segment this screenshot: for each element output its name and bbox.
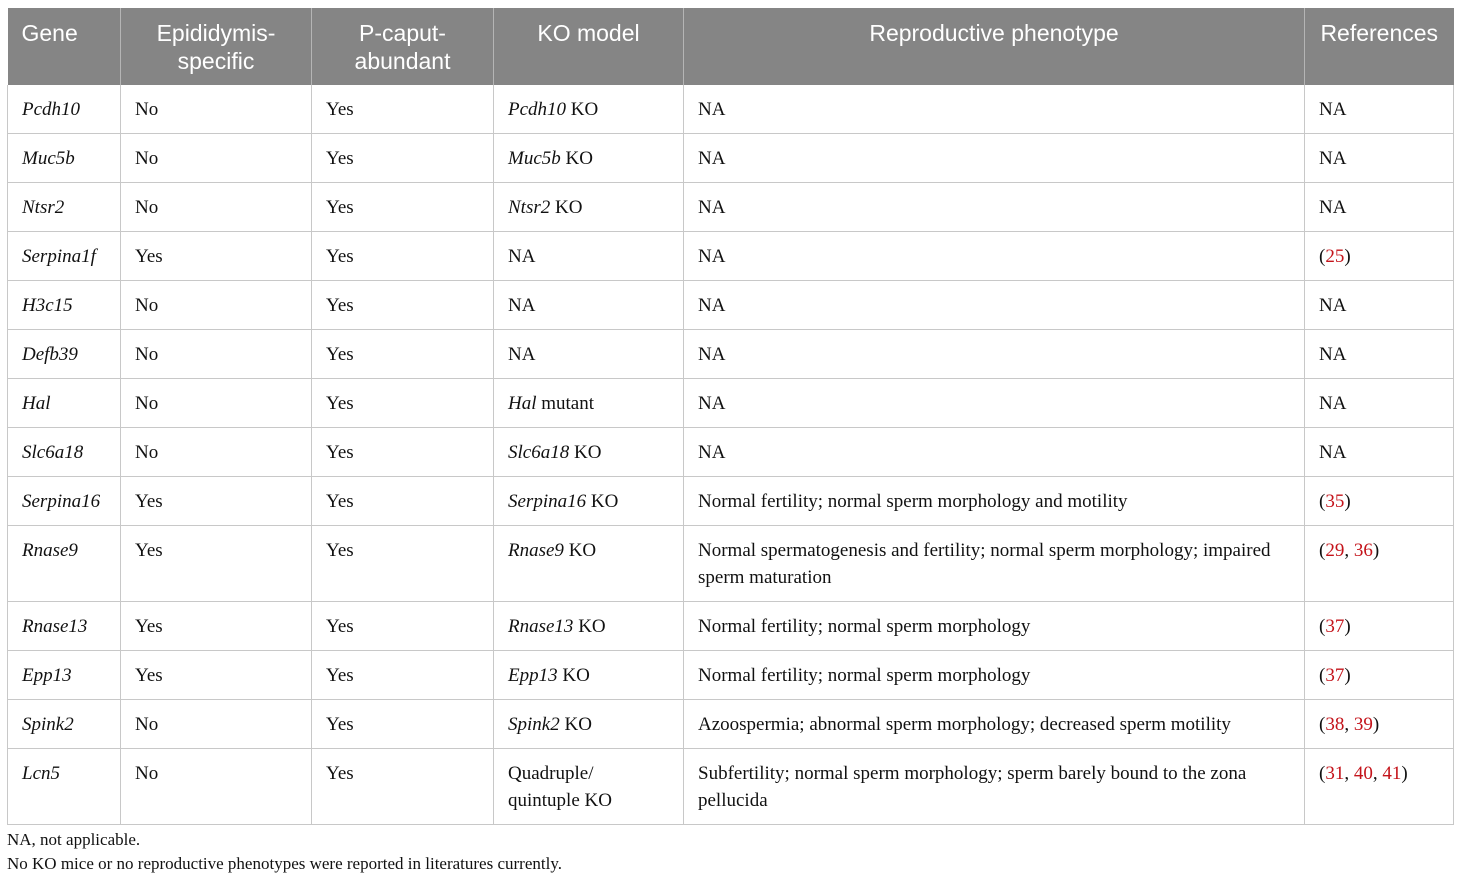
- epididymis-specific-value: Yes: [135, 540, 163, 561]
- references-text: NA: [1319, 99, 1347, 120]
- references-close-paren: ): [1372, 540, 1380, 561]
- gene-name: Pcdh10: [22, 99, 81, 120]
- ko-model-cell: [494, 749, 684, 825]
- ko-model-gene: Spink2: [508, 714, 560, 735]
- gene-name: Lcn5: [22, 763, 60, 784]
- references-cell: [1305, 477, 1454, 526]
- p-caput-abundant-cell: [312, 183, 494, 232]
- table-row: [8, 134, 1454, 183]
- ko-model-gene: Epp13: [508, 665, 558, 686]
- epididymis-specific-value: No: [135, 763, 159, 784]
- epididymis-specific-cell: [121, 183, 312, 232]
- ko-model-cell: [494, 700, 684, 749]
- reference-link[interactable]: 29: [1325, 540, 1345, 561]
- p-caput-abundant-cell: [312, 749, 494, 825]
- references-cell: [1305, 85, 1454, 134]
- ko-model-gene: Muc5b: [508, 148, 561, 169]
- epididymis-specific-cell: [121, 330, 312, 379]
- references-cell: [1305, 232, 1454, 281]
- phenotype-cell: [684, 85, 1305, 134]
- gene-name: Ntsr2: [22, 197, 65, 218]
- reference-link[interactable]: 37: [1325, 616, 1345, 637]
- p-caput-abundant-value: Yes: [326, 616, 354, 637]
- reference-link[interactable]: 36: [1353, 540, 1373, 561]
- p-caput-abundant-cell: [312, 526, 494, 602]
- table-row: [8, 379, 1454, 428]
- gene-cell: [8, 134, 121, 183]
- table-row: [8, 232, 1454, 281]
- table-body: [8, 85, 1454, 825]
- epididymis-specific-cell: [121, 134, 312, 183]
- ko-model-suffix: KO: [563, 540, 597, 561]
- phenotype-cell: [684, 281, 1305, 330]
- epididymis-specific-cell: [121, 749, 312, 825]
- p-caput-abundant-cell: [312, 85, 494, 134]
- table-header: [8, 8, 1454, 85]
- phenotype-text: NA: [698, 344, 726, 365]
- p-caput-abundant-value: Yes: [326, 99, 354, 120]
- epididymis-specific-cell: [121, 700, 312, 749]
- table-row: [8, 526, 1454, 602]
- references-cell: [1305, 526, 1454, 602]
- phenotype-text: NA: [698, 442, 726, 463]
- ko-model-cell: [494, 651, 684, 700]
- epididymis-specific-value: No: [135, 148, 159, 169]
- table-row: [8, 85, 1454, 134]
- ko-model-suffix: NA: [508, 295, 536, 316]
- phenotype-text: Azoospermia; abnormal sperm morphology; decreased sperm motility: [698, 714, 1231, 735]
- phenotype-cell: [684, 379, 1305, 428]
- table-row: [8, 183, 1454, 232]
- gene-name: Epp13: [22, 665, 72, 686]
- phenotype-cell: [684, 183, 1305, 232]
- gene-name: Hal: [22, 393, 51, 414]
- references-text: NA: [1319, 344, 1347, 365]
- epididymis-specific-value: No: [135, 99, 159, 120]
- ko-model-suffix: Quadruple/ quintuple KO: [508, 763, 612, 811]
- gene-cell: [8, 749, 121, 825]
- p-caput-abundant-cell: [312, 602, 494, 651]
- reference-link[interactable]: 35: [1325, 491, 1345, 512]
- gene-name: H3c15: [22, 295, 73, 316]
- ko-model-suffix: KO: [550, 197, 583, 218]
- gene-name: Rnase13: [22, 616, 88, 637]
- phenotype-cell: [684, 749, 1305, 825]
- ko-model-gene: Pcdh10: [508, 99, 567, 120]
- references-close-paren: ): [1372, 714, 1380, 735]
- p-caput-abundant-cell: [312, 651, 494, 700]
- table-row: [8, 330, 1454, 379]
- p-caput-abundant-value: Yes: [326, 148, 354, 169]
- phenotype-cell: [684, 651, 1305, 700]
- ko-model-suffix: KO: [569, 442, 602, 463]
- epididymis-specific-cell: [121, 232, 312, 281]
- references-cell: [1305, 183, 1454, 232]
- reference-link[interactable]: 41: [1382, 763, 1402, 784]
- gene-name: Spink2: [22, 714, 74, 735]
- ko-model-suffix: KO: [559, 714, 592, 735]
- p-caput-abundant-value: Yes: [326, 491, 354, 512]
- phenotype-text: Normal spermatogenesis and fertility; normal sperm morphology; impaired sperm maturation: [698, 540, 1271, 588]
- phenotype-text: Normal fertility; normal sperm morphology: [698, 665, 1031, 686]
- references-close-paren: ): [1344, 665, 1351, 686]
- references-cell: [1305, 700, 1454, 749]
- phenotype-cell: [684, 700, 1305, 749]
- references-cell: [1305, 379, 1454, 428]
- reference-link[interactable]: 37: [1325, 665, 1345, 686]
- phenotype-cell: [684, 602, 1305, 651]
- gene-name: Defb39: [22, 344, 78, 365]
- epididymis-specific-value: Yes: [135, 246, 163, 267]
- p-caput-abundant-value: Yes: [326, 714, 354, 735]
- table-row: [8, 477, 1454, 526]
- ko-model-cell: [494, 526, 684, 602]
- references-cell: [1305, 602, 1454, 651]
- epididymis-specific-value: No: [135, 295, 159, 316]
- references-text: NA: [1319, 148, 1347, 169]
- ko-model-gene: Rnase13: [508, 616, 574, 637]
- phenotype-text: Subfertility; normal sperm morphology; sperm barely bound to the zona pellucida: [698, 763, 1247, 811]
- header-references: References: [1305, 8, 1454, 85]
- gene-name: Slc6a18: [22, 442, 84, 463]
- epididymis-specific-value: No: [135, 442, 159, 463]
- table-row: [8, 428, 1454, 477]
- ko-model-suffix: KO: [566, 99, 599, 120]
- references-open-paren: (: [1319, 540, 1326, 561]
- epididymis-specific-value: Yes: [135, 665, 163, 686]
- epididymis-specific-value: No: [135, 344, 159, 365]
- references-text: NA: [1319, 197, 1347, 218]
- ko-model-cell: [494, 379, 684, 428]
- gene-cell: [8, 232, 121, 281]
- gene-cell: [8, 602, 121, 651]
- ko-model-suffix: KO: [586, 491, 619, 512]
- epididymis-specific-value: Yes: [135, 616, 163, 637]
- footnote-na: NA, not applicable.: [7, 830, 141, 849]
- p-caput-abundant-cell: [312, 330, 494, 379]
- references-separator: ,: [1372, 763, 1383, 784]
- gene-cell: [8, 526, 121, 602]
- epididymis-specific-cell: [121, 651, 312, 700]
- references-separator: ,: [1344, 714, 1354, 735]
- ko-model-cell: [494, 85, 684, 134]
- ko-model-cell: [494, 281, 684, 330]
- references-close-paren: ): [1401, 763, 1408, 784]
- ko-model-suffix: NA: [508, 246, 536, 267]
- ko-model-cell: [494, 232, 684, 281]
- p-caput-abundant-cell: [312, 281, 494, 330]
- phenotype-text: NA: [698, 246, 726, 267]
- p-caput-abundant-cell: [312, 232, 494, 281]
- phenotype-cell: [684, 428, 1305, 477]
- gene-cell: [8, 700, 121, 749]
- ko-model-suffix: KO: [560, 148, 593, 169]
- header-gene: Gene: [8, 8, 121, 85]
- epididymis-specific-value: No: [135, 197, 159, 218]
- epididymis-specific-cell: [121, 428, 312, 477]
- gene-cell: [8, 281, 121, 330]
- p-caput-abundant-value: Yes: [326, 246, 354, 267]
- epididymis-specific-cell: [121, 85, 312, 134]
- header-p-caput-abundant: P-caput-abundant: [312, 8, 494, 85]
- references-cell: [1305, 330, 1454, 379]
- reference-link[interactable]: 25: [1325, 246, 1345, 267]
- gene-cell: [8, 183, 121, 232]
- ko-model-cell: [494, 602, 684, 651]
- reference-link[interactable]: 39: [1353, 714, 1373, 735]
- ko-model-gene: Serpina16: [508, 491, 587, 512]
- p-caput-abundant-cell: [312, 134, 494, 183]
- reference-link[interactable]: 31: [1325, 763, 1345, 784]
- table-row: [8, 602, 1454, 651]
- phenotype-text: NA: [698, 99, 726, 120]
- references-close-paren: ): [1344, 246, 1351, 267]
- p-caput-abundant-value: Yes: [326, 197, 354, 218]
- references-cell: [1305, 651, 1454, 700]
- ko-model-cell: [494, 330, 684, 379]
- header-epididymis-specific: Epididymis-specific: [121, 8, 312, 85]
- ko-model-suffix: NA: [508, 344, 536, 365]
- p-caput-abundant-value: Yes: [326, 393, 354, 414]
- phenotype-cell: [684, 330, 1305, 379]
- gene-name: Serpina16: [22, 491, 101, 512]
- gene-name: Serpina1f: [22, 246, 96, 267]
- gene-cell: [8, 477, 121, 526]
- ko-model-gene: Slc6a18: [508, 442, 570, 463]
- references-open-paren: (: [1319, 246, 1326, 267]
- p-caput-abundant-value: Yes: [326, 344, 354, 365]
- table-row: [8, 281, 1454, 330]
- ko-model-suffix: mutant: [536, 393, 595, 414]
- phenotype-cell: [684, 477, 1305, 526]
- table-row: [8, 651, 1454, 700]
- phenotype-text: NA: [698, 295, 726, 316]
- references-close-paren: ): [1344, 491, 1351, 512]
- ko-model-cell: [494, 134, 684, 183]
- gene-cell: [8, 85, 121, 134]
- header-ko-model: KO model: [494, 8, 684, 85]
- phenotype-text: Normal fertility; normal sperm morphology: [698, 616, 1031, 637]
- reference-link[interactable]: 38: [1325, 714, 1345, 735]
- references-open-paren: (: [1319, 665, 1326, 686]
- references-text: NA: [1319, 393, 1347, 414]
- gene-cell: [8, 428, 121, 477]
- table-footnotes: [7, 828, 562, 876]
- references-cell: [1305, 749, 1454, 825]
- ko-model-cell: [494, 428, 684, 477]
- references-open-paren: (: [1319, 616, 1326, 637]
- reference-link[interactable]: 40: [1353, 763, 1373, 784]
- p-caput-abundant-value: Yes: [326, 540, 354, 561]
- epididymis-specific-cell: [121, 281, 312, 330]
- references-open-paren: (: [1319, 763, 1326, 784]
- p-caput-abundant-value: Yes: [326, 442, 354, 463]
- references-open-paren: (: [1319, 714, 1326, 735]
- table-row: [8, 700, 1454, 749]
- header-reproductive-phenotype: Reproductive phenotype: [684, 8, 1305, 85]
- epididymis-specific-value: No: [135, 714, 159, 735]
- p-caput-abundant-cell: [312, 700, 494, 749]
- ko-model-cell: [494, 183, 684, 232]
- gene-cell: [8, 379, 121, 428]
- references-text: NA: [1319, 442, 1347, 463]
- references-close-paren: ): [1344, 616, 1351, 637]
- table-row: [8, 749, 1454, 825]
- epididymis-specific-value: No: [135, 393, 159, 414]
- phenotype-text: Normal fertility; normal sperm morphology and motility: [698, 491, 1128, 512]
- references-open-paren: (: [1319, 491, 1326, 512]
- epididymis-specific-cell: [121, 526, 312, 602]
- gene-cell: [8, 330, 121, 379]
- gene-cell: [8, 651, 121, 700]
- references-cell: [1305, 134, 1454, 183]
- epididymis-specific-cell: [121, 477, 312, 526]
- gene-table: [7, 8, 1454, 825]
- references-text: NA: [1319, 295, 1347, 316]
- phenotype-text: NA: [698, 197, 726, 218]
- gene-name: Muc5b: [22, 148, 75, 169]
- references-separator: ,: [1344, 763, 1354, 784]
- p-caput-abundant-value: Yes: [326, 665, 354, 686]
- references-cell: [1305, 428, 1454, 477]
- phenotype-cell: [684, 232, 1305, 281]
- ko-model-suffix: KO: [573, 616, 606, 637]
- phenotype-cell: [684, 134, 1305, 183]
- epididymis-specific-value: Yes: [135, 491, 163, 512]
- ko-model-cell: [494, 477, 684, 526]
- epididymis-specific-cell: [121, 602, 312, 651]
- phenotype-text: NA: [698, 393, 726, 414]
- footnote-ko: No KO mice or no reproductive phenotypes were reported in literatures currently.: [7, 854, 562, 873]
- phenotype-text: NA: [698, 148, 726, 169]
- p-caput-abundant-cell: [312, 379, 494, 428]
- phenotype-cell: [684, 526, 1305, 602]
- ko-model-gene: Rnase9: [508, 540, 564, 561]
- epididymis-specific-cell: [121, 379, 312, 428]
- ko-model-suffix: KO: [557, 665, 590, 686]
- p-caput-abundant-cell: [312, 428, 494, 477]
- gene-name: Rnase9: [22, 540, 78, 561]
- p-caput-abundant-value: Yes: [326, 295, 354, 316]
- references-separator: ,: [1344, 540, 1354, 561]
- references-cell: [1305, 281, 1454, 330]
- p-caput-abundant-value: Yes: [326, 763, 354, 784]
- ko-model-gene: Ntsr2: [508, 197, 551, 218]
- ko-model-gene: Hal: [508, 393, 537, 414]
- p-caput-abundant-cell: [312, 477, 494, 526]
